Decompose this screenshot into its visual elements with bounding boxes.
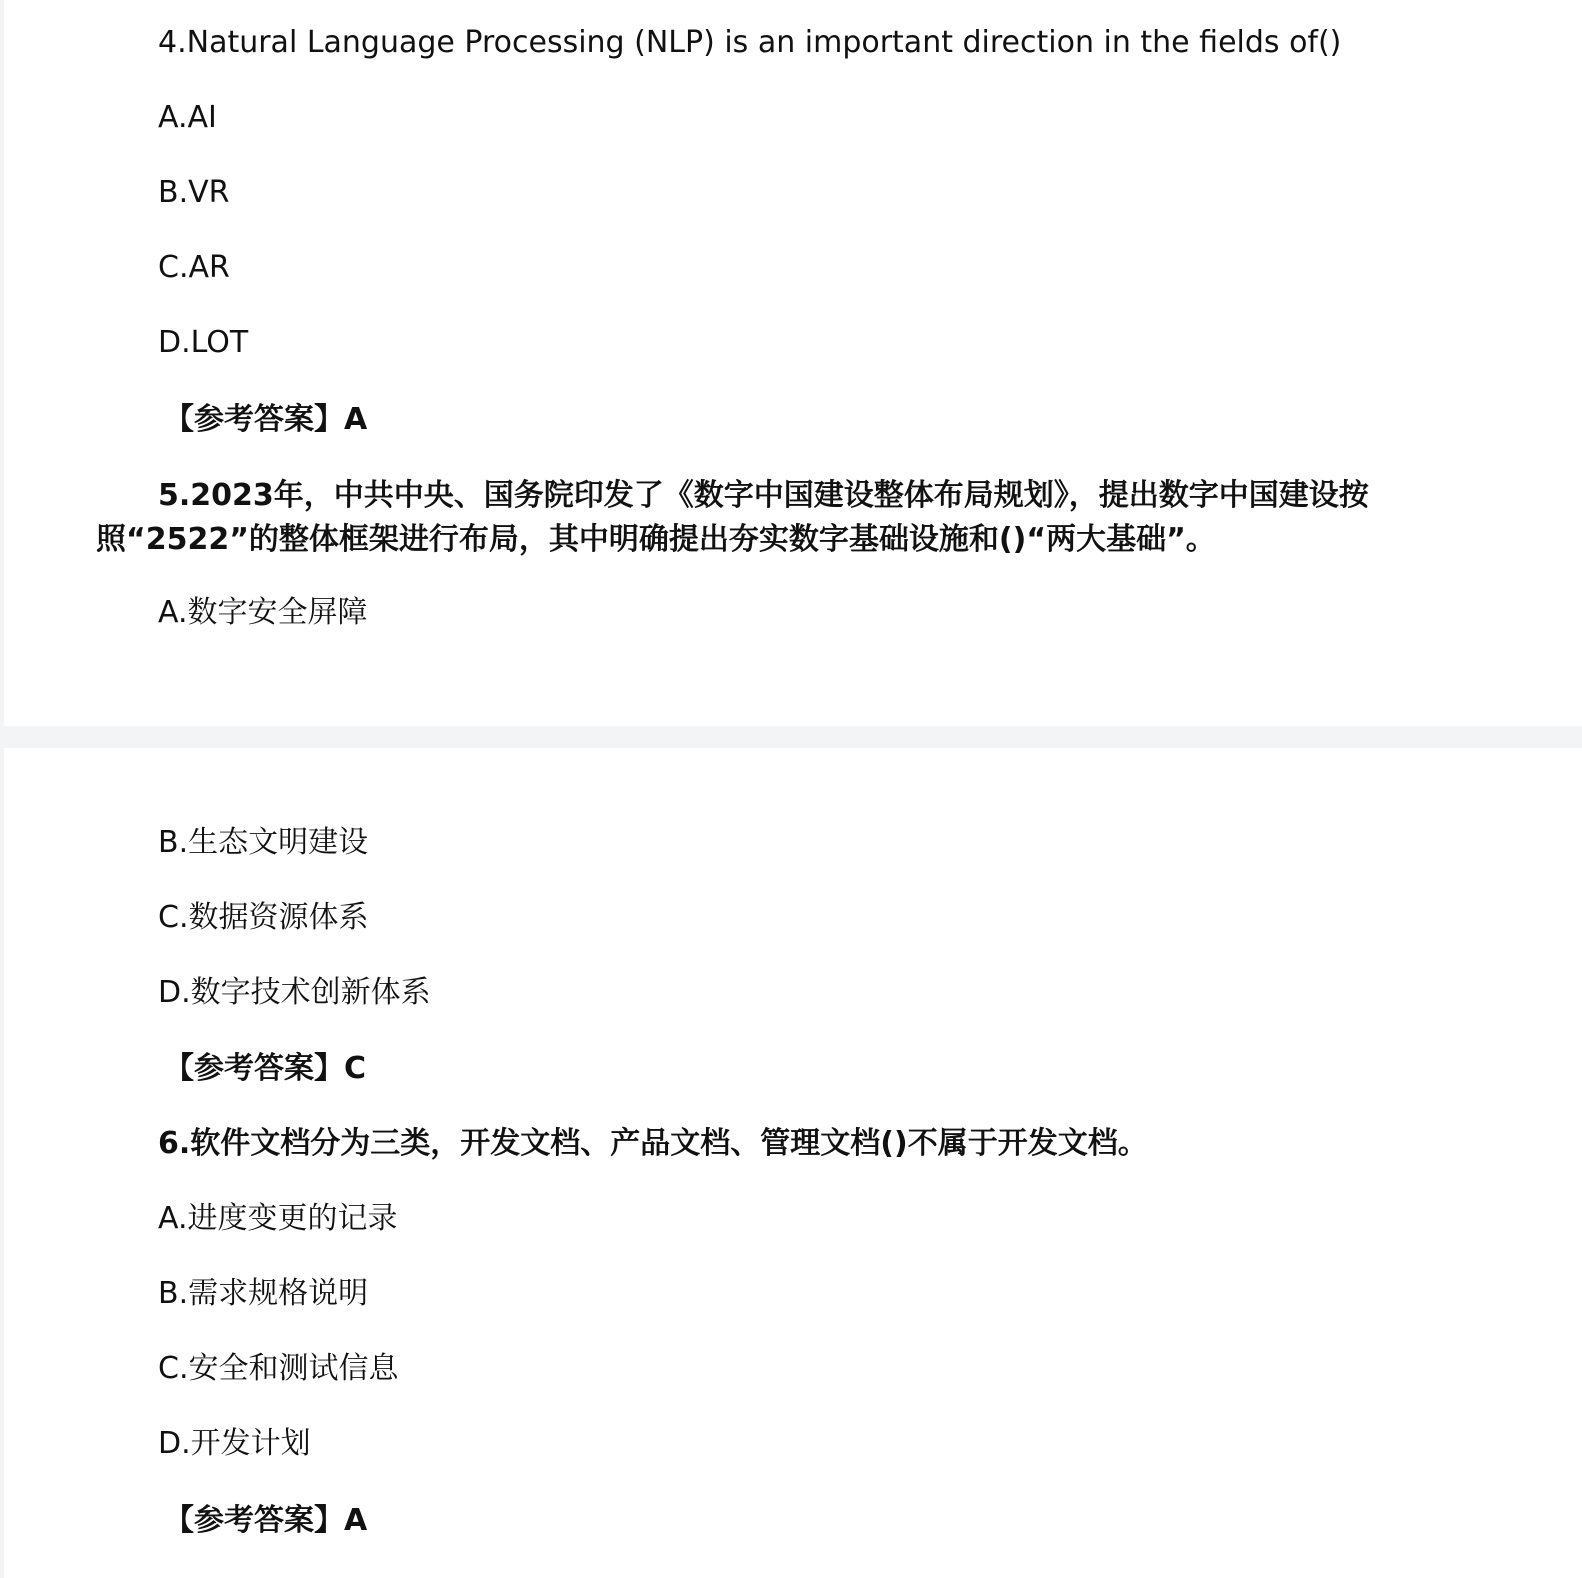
- question-6-option-a: A.进度变更的记录: [158, 1201, 398, 1236]
- question-4-option-d: D.LOT: [158, 325, 249, 360]
- question-6-option-b: B.需求规格说明: [158, 1276, 369, 1311]
- question-5-option-b: B.生态文明建设: [158, 825, 369, 860]
- question-6-option-d: D.开发计划: [158, 1426, 311, 1461]
- document-page-1: [4, 0, 1582, 726]
- question-6-text: 6.软件文档分为三类，开发文档、产品文档、管理文档()不属于开发文档。: [158, 1126, 1148, 1161]
- question-6-answer: 【参考答案】A: [164, 1503, 368, 1538]
- question-5-option-c: C.数据资源体系: [158, 900, 369, 935]
- question-5-option-a: A.数字安全屏障: [158, 595, 368, 630]
- question-6-option-c: C.安全和测试信息: [158, 1351, 399, 1386]
- question-5-text: 5.2023年，中共中央、国务院印发了《数字中国建设整体布局规划》，提出数字中国建设按照“2522”的整体框架进行布局，其中明确提出夯实数字基础设施和()“两大基础”。: [96, 478, 1369, 557]
- question-4-text: 4.Natural Language Processing (NLP) is an important direction in the fields of(): [158, 25, 1342, 60]
- document-page-2: [4, 748, 1582, 1578]
- question-4-option-c: C.AR: [158, 250, 230, 285]
- question-4-option-a: A.AI: [158, 100, 217, 135]
- question-4-answer: 【参考答案】A: [164, 402, 368, 437]
- question-5-answer: 【参考答案】C: [164, 1051, 367, 1086]
- question-5-option-d: D.数字技术创新体系: [158, 975, 431, 1010]
- question-4-option-b: B.VR: [158, 175, 230, 210]
